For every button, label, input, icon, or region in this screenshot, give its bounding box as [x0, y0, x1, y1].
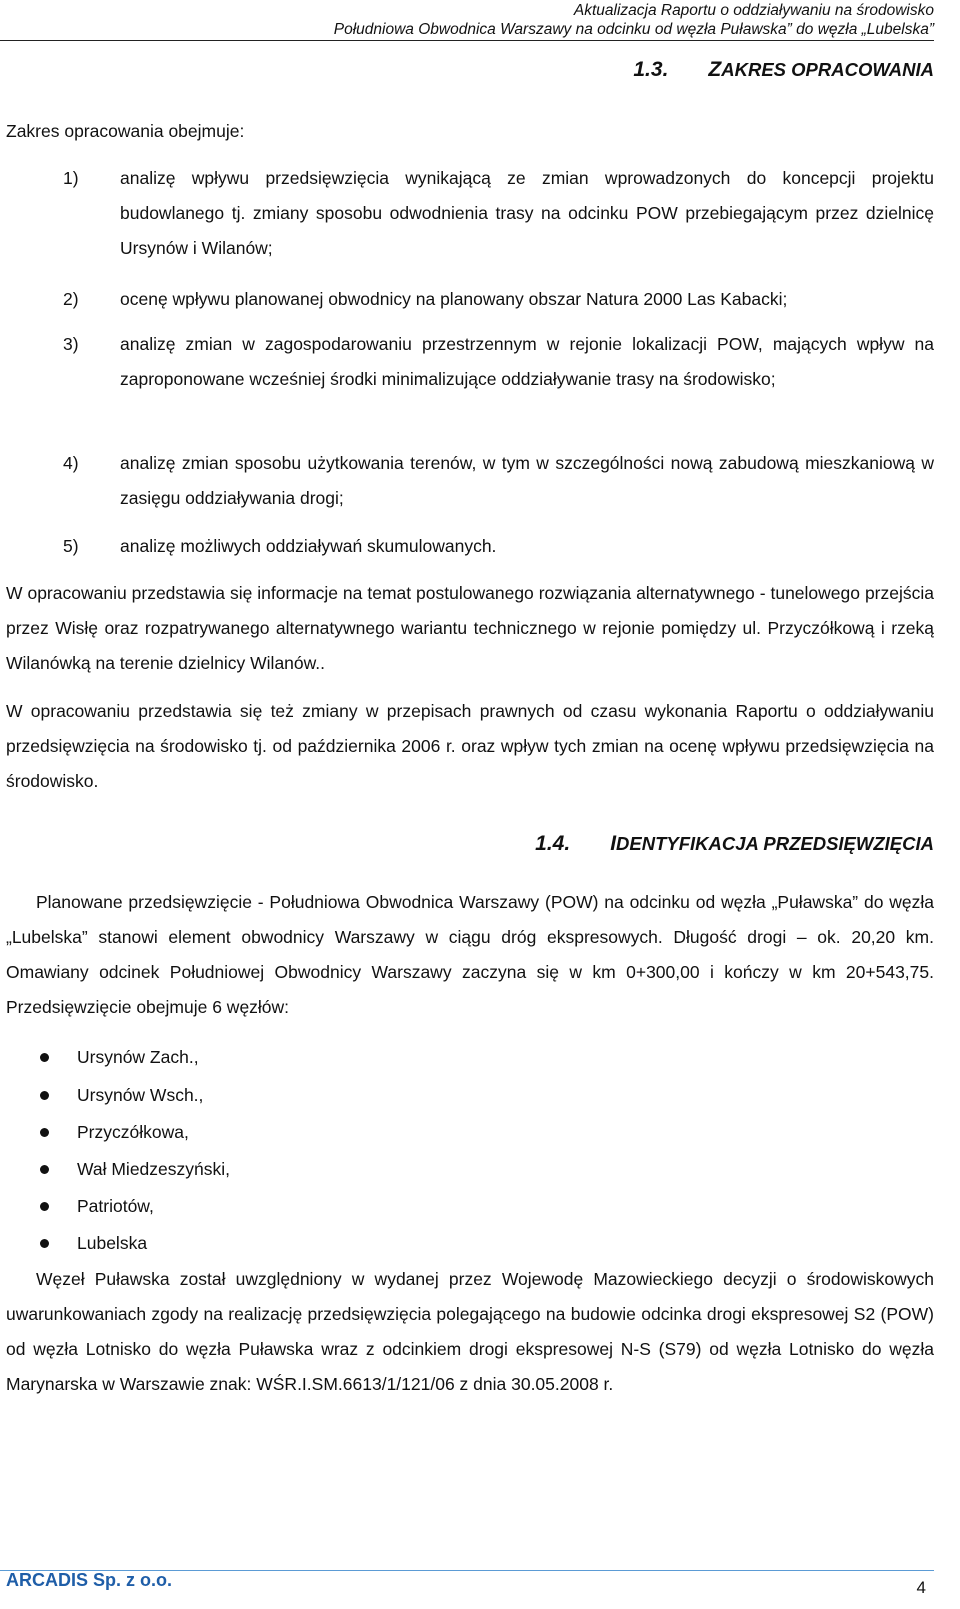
section-title-initial: Z: [708, 58, 722, 81]
node-list-item: [40, 1226, 147, 1261]
section-heading-1-4: [535, 832, 934, 856]
node-name: Lubelska: [77, 1233, 148, 1253]
node-name: Wał Miedzeszyński,: [77, 1159, 230, 1179]
paragraph-project-description: Planowane przedsięwzięcie - Południowa Obwodnica Warszawy (POW) na odcinku od węzła „Puławska” do węzła „Lubelska” stanowi element obwodnicy Warszawy w ciągu dróg ekspresowych. Długość drogi – ok. 20,20 km. Omawiany odcinek Południowej Obwodnicy Warszawy zaczyna się w km 0+300,00 i kończy w km 20+543,75. Przedsięwzięcie obejmuje 6 węzłów:: [6, 892, 934, 1017]
paragraph-legal-changes: W opracowaniu przedstawia się też zmiany w przepisach prawnych od czasu wykonania Raportu o oddziaływaniu przedsięwzięcia na środowisko tj. od października 2006 r. oraz wpływ tych zmian na ocenę wpływu przedsięwzięcia na środowisko.: [6, 701, 934, 791]
list-number: 5): [63, 536, 79, 556]
node-name: Przyczółkowa,: [77, 1122, 189, 1142]
node-name: Patriotów,: [77, 1196, 154, 1216]
paragraph-alternative: W opracowaniu przedstawia się informacje na temat postulowanego rozwiązania alternatywnego - tunelowego przejścia przez Wisłę oraz rozpatrywanego alternatywnego wariantu technicznego w rejonie pomiędzy ul. Przyczółkową i rzeką Wilanówką na terenie dzielnicy Wilanów..: [6, 583, 934, 673]
section-title-initial: I: [610, 832, 617, 855]
page-number: 4: [916, 1578, 926, 1597]
section-title: DENTYFIKACJA PRZEDSIĘWZIĘCIA: [616, 833, 934, 854]
list-text: analizę wpływu przedsięwzięcia wynikającą ze zmian wprowadzonych do koncepcji projektu budowlanego tj. zmiany sposobu odwodnienia trasy na odcinku POW przebiegającym przez dzielnicę Ursynów i Wilanów;: [120, 168, 934, 258]
bullet-icon: [40, 1128, 49, 1137]
node-list-item: [40, 1189, 154, 1224]
header-divider: [0, 40, 934, 41]
bullet-icon: [40, 1165, 49, 1174]
section-number: 1.4.: [535, 832, 571, 855]
section-number: 1.3.: [633, 58, 669, 81]
bullet-icon: [40, 1239, 49, 1248]
node-name: Ursynów Zach.,: [77, 1047, 199, 1067]
list-number: 4): [63, 453, 79, 473]
list-text: analizę możliwych oddziaływań skumulowanych.: [120, 536, 497, 556]
list-number: 2): [63, 289, 79, 309]
footer-company: ARCADIS Sp. z o.o.: [6, 1570, 172, 1590]
list-item: [6, 446, 934, 516]
list-text: analizę zmian sposobu użytkowania terenów, w tym w szczególności nową zabudową mieszkaniową w zasięgu oddziaływania drogi;: [120, 453, 934, 508]
header-line-2: Południowa Obwodnica Warszawy na odcinku od węzła Puławska” do węzła „Lubelska”: [333, 21, 934, 38]
paragraph-pulawska-node: Węzeł Puławska został uwzględniony w wydanej przez Wojewodę Mazowieckiego decyzji o środowiskowych uwarunkowaniach zgody na realizację przedsięwzięcia polegającego na budowie odcinka drogi ekspresowej S2 (POW) od węzła Lotnisko do węzła Puławska wraz z odcinkiem drogi ekspresowej N-S (S79) od węzła Lotnisko do węzła Marynarska w Warszawie znak: WŚR.I.SM.6613/1/121/06 z dnia 30.05.2008 r.: [6, 1269, 934, 1394]
node-list-item: [40, 1078, 203, 1113]
list-item: [6, 529, 934, 564]
list-number: 3): [63, 334, 79, 354]
intro-text: Zakres opracowania obejmuje:: [6, 121, 245, 141]
bullet-icon: [40, 1202, 49, 1211]
list-text: analizę zmian w zagospodarowaniu przestrzennym w rejonie lokalizacji POW, mających wpływ na zaproponowane wcześniej środki minimalizujące oddziaływanie trasy na środowisko;: [120, 334, 934, 389]
list-item: [6, 327, 934, 397]
list-number: 1): [63, 168, 79, 188]
list-text: ocenę wpływu planowanej obwodnicy na planowany obszar Natura 2000 Las Kabacki;: [120, 289, 788, 309]
section-heading-1-3: [633, 58, 934, 82]
node-list-item: [40, 1040, 199, 1075]
bullet-icon: [40, 1091, 49, 1100]
node-name: Ursynów Wsch.,: [77, 1085, 204, 1105]
section-title: AKRES OPRACOWANIA: [721, 59, 934, 80]
page-header: [334, 1, 934, 39]
header-line-1: Aktualizacja Raportu o oddziaływaniu na środowisko: [573, 2, 934, 19]
list-item: [6, 282, 934, 317]
list-item: [6, 161, 934, 266]
node-list-item: [40, 1152, 230, 1187]
bullet-icon: [40, 1053, 49, 1062]
node-list-item: [40, 1115, 189, 1150]
